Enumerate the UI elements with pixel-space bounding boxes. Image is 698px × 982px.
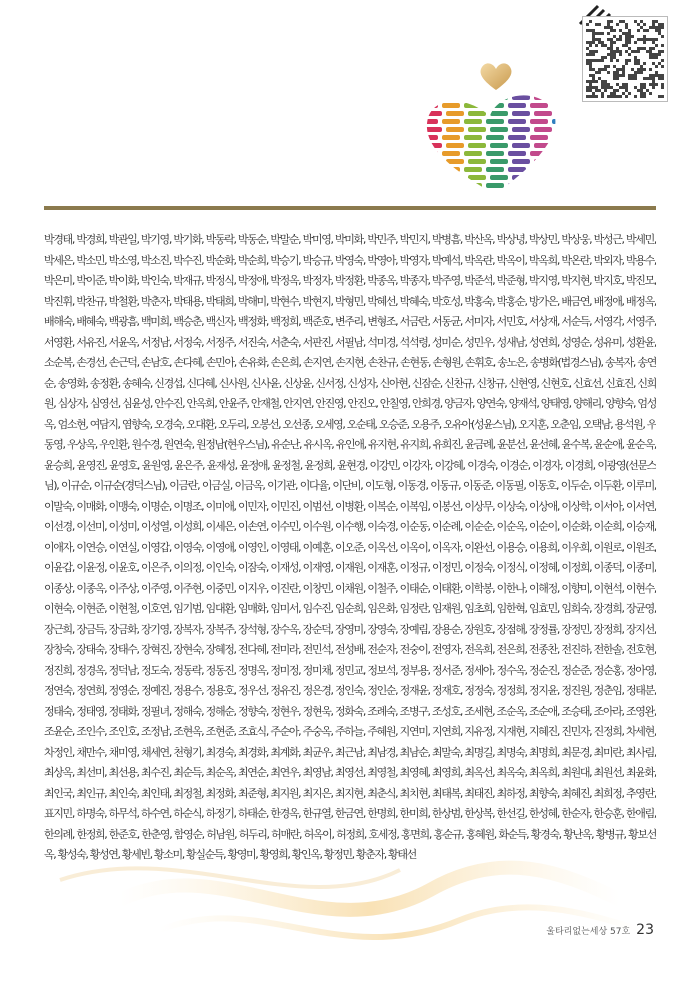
qr-code[interactable] [582,16,668,102]
page-number: 23 [636,922,654,938]
page-footer [546,922,654,938]
word-heart-icon [420,92,570,196]
qr-code-icon [586,20,664,98]
publication-title: 울타리없는세상 57호 [546,927,631,937]
title-rule [44,206,656,210]
donor-names-list: 박경태, 박경희, 박관일, 박기영, 박기화, 박동락, 박동순, 박말순, 박미영, 박미화, 박민주, 박민지, 박병흠, 박산옥, 박상녕, 박상민, 박상웅, 박성근, 박세민, 박세은, 박소민, 박소영, 박소진, 박수진, 박순화, 박순희, 박승기, 박승규, 박영숙, 박영아, 박영자, 박예석, 박옥란, 박옥이, 박옥희, 박온란, 박외자, 박용수, 박은미, 박이준, 박이화, 박인숙, 박재규, 박정식, 박정애, 박정옥, 박정자, 박정환, 박종옥, 박종자, 박주영, 박준석, 박준형, 박지영, 박지현, 박지호, 박진모, 박진휘, 박찬규, 박철환, 박춘자, 박태용, 박태희, 박해미, 박현수, 박현지, 박형민, 박혜선, 박혜숙, 박호성, 박홍숙, 박홍순, 방가은, 배금연, 배정애, 배정옥, 배해숙, 배혜숙, 백광흠, 백미희, 백승춘, 백신자, 백정화, 백정희, 백준호, 변주리, 변형조, 서금란, 서동균, 서미자, 서민호, 서상재, 서순득, 서영각, 서영주, 서영환, 서유진, 서윤옥, 서정남, 서정숙, 서정주, 서진숙, 서춘숙, 서판진, 서필남, 석미경, 석석령, 성미순, 성민우, 성새남, 성연희, 성영순, 성유미, 성환윤, 소순복, 손경선, 손근덕, 손남호, 손다혜, 손민아, 손유화, 손은희, 손지연, 손지현, 손찬규, 손현동, 손형원, 손휘호, 송노은, 송병화(법경스님), 송복자, 송연순, 송영화, 송정환, 송혜숙, 신경섭, 신다혜, 신사원, 신사윤, 신상윤, 신서정, 신성자, 신아현, 신잠순, 신찬규, 신창규, 신현영, 신현호, 신효선, 신효진, 신희원, 심상자, 심영선, 심윤성, 안수진, 안옥희, 안윤주, 안재철, 안지연, 안진영, 안진오, 안칠영, 안희경, 양금자, 양연숙, 양재석, 양태영, 양해리, 양향숙, 엄성옥, 엄소현, 여담지, 염향숙, 오경숙, 오대환, 오두리, 오봉선, 오선종, 오세영, 오순태, 오승준, 오용주, 오유아(성윤스님), 오지훈, 오춘임, 오택남, 용석원, 우동영, 우상옥, 우인환, 원수경, 원연숙, 원정남(현우스님), 유순난, 유시옥, 유인애, 유지현, 유지희, 유희진, 윤금례, 윤분선, 윤선혜, 윤수복, 윤순애, 윤순옥, 윤승희, 윤영진, 윤영호, 윤원영, 윤은주, 윤재성, 윤정애, 윤정철, 윤정희, 윤현경, 이강민, 이강자, 이강혜, 이경숙, 이경순, 이경자, 이경희, 이광영(선문스님), 이규순, 이규순(경덕스님), 이금란, 이금실, 이금옥, 이기관, 이다율, 이단비, 이도형, 이동경, 이동규, 이동준, 이동필, 이동호, 이두순, 이두환, 이루미, 이말숙, 이매화, 이맹숙, 이명순, 이명조, 이미애, 이민자, 이민진, 이범선, 이병환, 이복순, 이복임, 이봉선, 이상무, 이상숙, 이상애, 이상학, 이서아, 이서연, 이선경, 이선미, 이성미, 이성열, 이성희, 이세은, 이손연, 이수민, 이수원, 이수행, 이숙경, 이순동, 이순례, 이순순, 이순옥, 이순이, 이순화, 이순희, 이승재, 이애자, 이연승, 이연실, 이영갑, 이영숙, 이영애, 이영인, 이영태, 이예훈, 이오준, 이옥선, 이옥이, 이옥자, 이완선, 이용승, 이용희, 이우희, 이원로, 이원조, 이윤갑, 이윤정, 이윤호, 이은주, 이의정, 이인숙, 이잠숙, 이재성, 이재영, 이재원, 이재훈, 이정규, 이정민, 이정숙, 이정식, 이정혜, 이정희, 이종덕, 이종미, 이종상, 이종옥, 이주상, 이주영, 이주현, 이중민, 이지우, 이진란, 이창민, 이채원, 이철주, 이태순, 이태환, 이학봉, 이한나, 이해정, 이향미, 이현석, 이현수, 이현숙, 이현준, 이현철, 이호연, 임기범, 임대환, 임매화, 임미서, 임수진, 임순희, 임은화, 임정란, 임재원, 임초희, 임한혁, 임효민, 임희숙, 장경희, 장균영, 장근희, 장금득, 장금화, 장기영, 장복자, 장복주, 장석형, 장수옥, 장순덕, 장영미, 장영숙, 장예림, 장용순, 장원호, 장점해, 장정률, 장정민, 장정희, 장지선, 장창숙, 장태숙, 장태수, 장혁진, 장현숙, 장혜정, 전다혜, 전미라, 전민석, 전성배, 전순자, 전숭이, 전영자, 전옥희, 전은희, 전종찬, 전진하, 전한솔, 전호현, 정진희, 정경옥, 정덕남, 정도숙, 정동락, 정동진, 정명옥, 정미정, 정미채, 정민교, 정보석, 정부용, 정서준, 정세아, 정수옥, 정순진, 정순준, 정순홍, 정아영, 정연숙, 정연희, 정영순, 정예진, 정용수, 정용호, 정우선, 정유진, 정은경, 정인숙, 정인순, 정재윤, 정재호, 정정숙, 정정희, 정지윤, 정진원, 정춘임, 정태분, 정태숙, 정태영, 정태화, 정필녀, 정해숙, 정해순, 정향숙, 정현우, 정현욱, 정화숙, 조례숙, 조병구, 조성호, 조세현, 조순옥, 조순애, 조승태, 조아라, 조영완, 조윤순, 조인수, 조인호, 조정남, 조현옥, 조현준, 조효식, 주순아, 주숭옥, 주하늘, 주혜원, 지연미, 지연희, 지유정, 지재현, 지혜진, 진민자, 진정희, 차세현, 차정인, 채만수, 채미영, 채세연, 천형기, 최경숙, 최경화, 최계화, 최균우, 최근남, 최남경, 최남순, 최말숙, 최명길, 최명숙, 최명희, 최문경, 최미란, 최사림, 최상옥, 최선미, 최선용, 최수진, 최순득, 최순옥, 최연순, 최연우, 최영남, 최영선, 최영철, 최영혜, 최영희, 최옥선, 최옥숙, 최옥희, 최원대, 최원선, 최윤화, 최인국, 최인규, 최인숙, 최인태, 최정철, 최정화, 최준형, 최지원, 최지은, 최지현, 최춘식, 최치현, 최태복, 최태진, 최하정, 최향숙, 최혜진, 최희정, 추영란, 표지민, 하명숙, 하무석, 하수연, 하순식, 하정기, 하태순, 한경옥, 한규열, 한금연, 한명희, 한미희, 한상범, 한상복, 한선길, 한성혜, 한순자, 한승훈, 한애림, 한의례, 한정희, 한준호, 한춘영, 함영순, 허남원, 허두리, 허매란, 허옥이, 허정희, 호세정, 홍면희, 홍순규, 홍혜원, 화순득, 황경숙, 황난옥, 황병규, 황보선옥, 황성숙, 황성연, 황세빈, 황소미, 황실순득, 황영미, 황영희, 황인옥, 황정민, 황춘자, 황태선 [44,233,656,861]
heart-icon [478,60,514,92]
